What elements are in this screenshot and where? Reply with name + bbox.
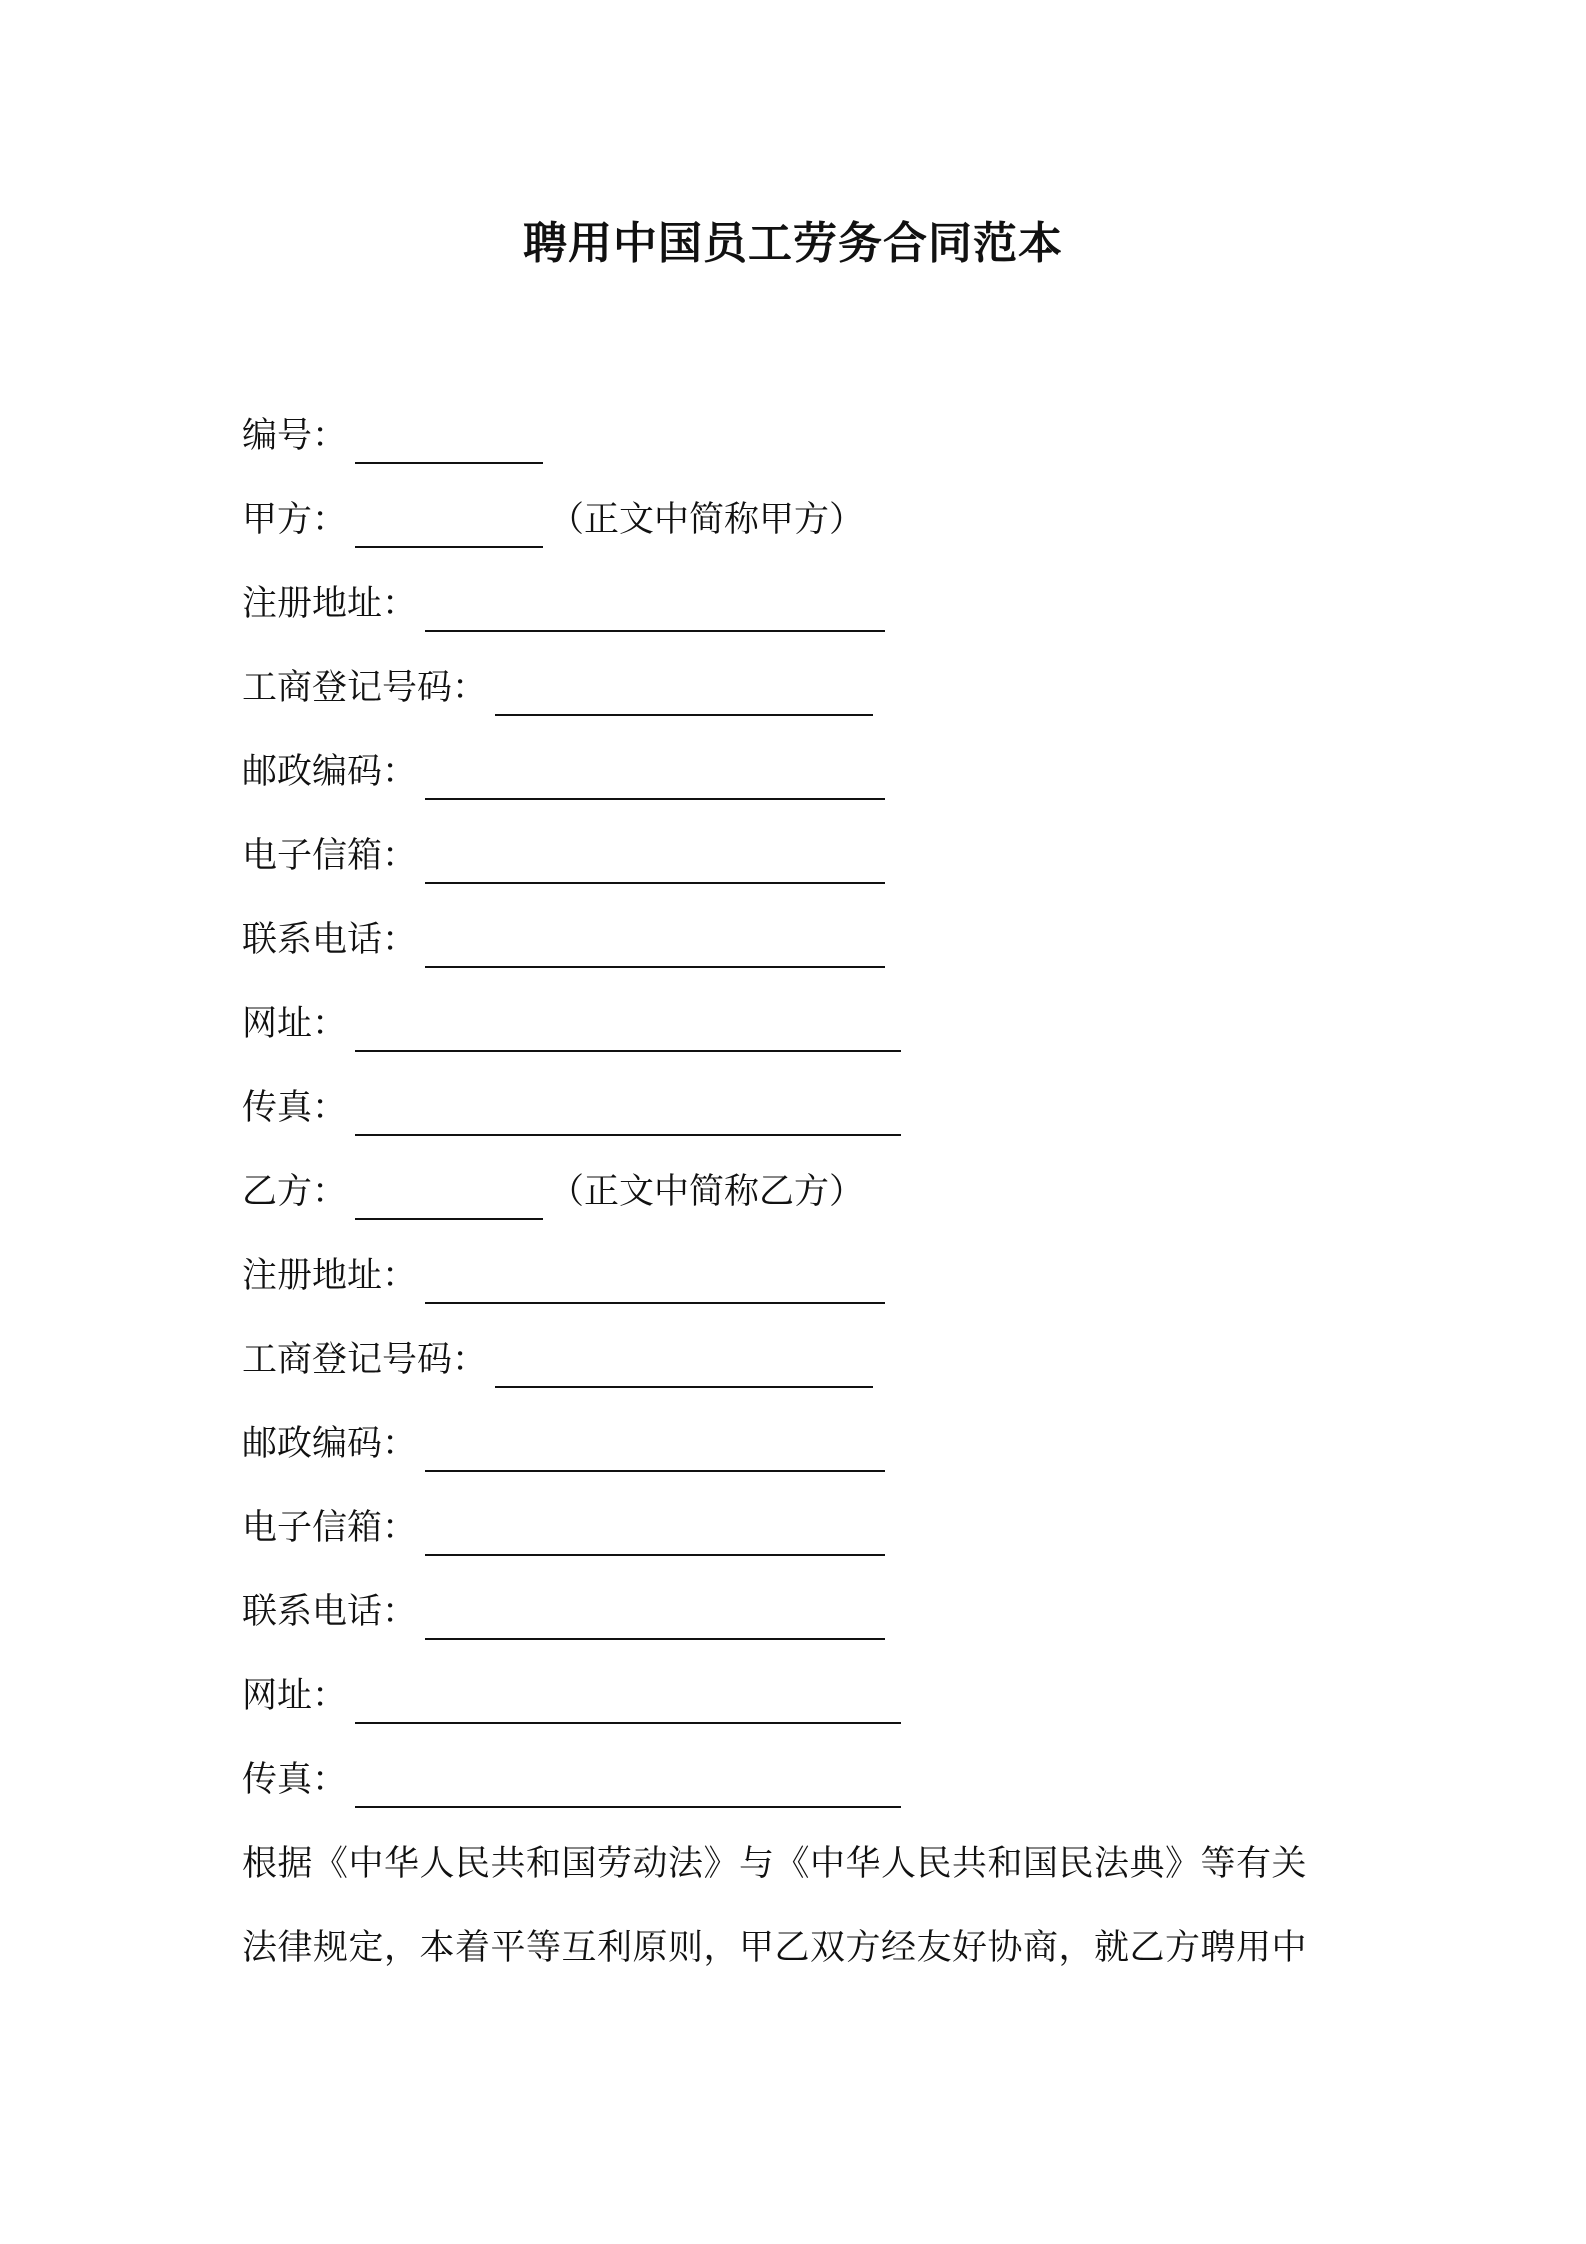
- field-party-a-address: [242, 576, 1392, 660]
- party-b-website-blank[interactable]: [355, 1678, 901, 1724]
- party-a-website-blank[interactable]: [355, 1006, 901, 1052]
- party-b-address-blank[interactable]: [425, 1258, 885, 1304]
- party-b-fax-blank[interactable]: [355, 1762, 901, 1808]
- contract-fields: [242, 408, 1392, 1836]
- field-label: 网址：: [242, 1004, 348, 1044]
- party-b-email-blank[interactable]: [425, 1510, 885, 1556]
- party-a-blank[interactable]: [355, 502, 543, 548]
- party-a-registration-blank[interactable]: [495, 670, 873, 716]
- field-label: 传真：: [242, 1088, 348, 1128]
- field-label: 联系电话：: [242, 920, 418, 960]
- field-party-a-phone: [242, 912, 1392, 996]
- party-b-postcode-blank[interactable]: [425, 1426, 885, 1472]
- contract-paragraph: [242, 1822, 1372, 1990]
- party-b-blank[interactable]: [355, 1174, 543, 1220]
- field-label: 甲方：: [242, 500, 348, 540]
- paragraph-line: 根据《中华人民共和国劳动法》与《中华人民共和国民法典》等有关: [242, 1844, 1308, 1884]
- field-party-b-email: [242, 1500, 1392, 1584]
- field-party-b: [242, 1164, 1392, 1248]
- field-party-b-phone: [242, 1584, 1392, 1668]
- party-a-phone-blank[interactable]: [425, 922, 885, 968]
- field-contract-number: [242, 408, 1392, 492]
- field-label: 电子信箱：: [242, 1508, 418, 1548]
- field-label: 传真：: [242, 1760, 348, 1800]
- field-party-b-postcode: [242, 1416, 1392, 1500]
- field-label: 编号：: [242, 416, 348, 456]
- field-label: 乙方：: [242, 1172, 348, 1212]
- field-label: 电子信箱：: [242, 836, 418, 876]
- party-b-phone-blank[interactable]: [425, 1594, 885, 1640]
- field-label: 注册地址：: [242, 1256, 418, 1296]
- field-party-a-postcode: [242, 744, 1392, 828]
- field-party-a-website: [242, 996, 1392, 1080]
- field-party-a-fax: [242, 1080, 1392, 1164]
- party-a-email-blank[interactable]: [425, 838, 885, 884]
- party-b-registration-blank[interactable]: [495, 1342, 873, 1388]
- field-label: 工商登记号码：: [242, 668, 488, 708]
- field-label: 邮政编码：: [242, 1424, 418, 1464]
- field-label: 联系电话：: [242, 1592, 418, 1632]
- field-note: （正文中简称乙方）: [549, 1172, 865, 1212]
- party-a-postcode-blank[interactable]: [425, 754, 885, 800]
- field-label: 注册地址：: [242, 584, 418, 624]
- paragraph-line: 法律规定，本着平等互利原则，甲乙双方经友好协商，就乙方聘用中: [242, 1928, 1308, 1968]
- field-label: 工商登记号码：: [242, 1340, 488, 1380]
- field-party-b-address: [242, 1248, 1392, 1332]
- field-label: 网址：: [242, 1676, 348, 1716]
- field-party-b-registration: [242, 1332, 1392, 1416]
- party-a-fax-blank[interactable]: [355, 1090, 901, 1136]
- document-title: 聘用中国员工劳务合同范本: [523, 218, 1063, 269]
- field-party-a-email: [242, 828, 1392, 912]
- field-note: （正文中简称甲方）: [549, 500, 865, 540]
- party-a-address-blank[interactable]: [425, 586, 885, 632]
- field-label: 邮政编码：: [242, 752, 418, 792]
- field-party-a: [242, 492, 1392, 576]
- contract-number-blank[interactable]: [355, 418, 543, 464]
- field-party-b-website: [242, 1668, 1392, 1752]
- field-party-a-registration: [242, 660, 1392, 744]
